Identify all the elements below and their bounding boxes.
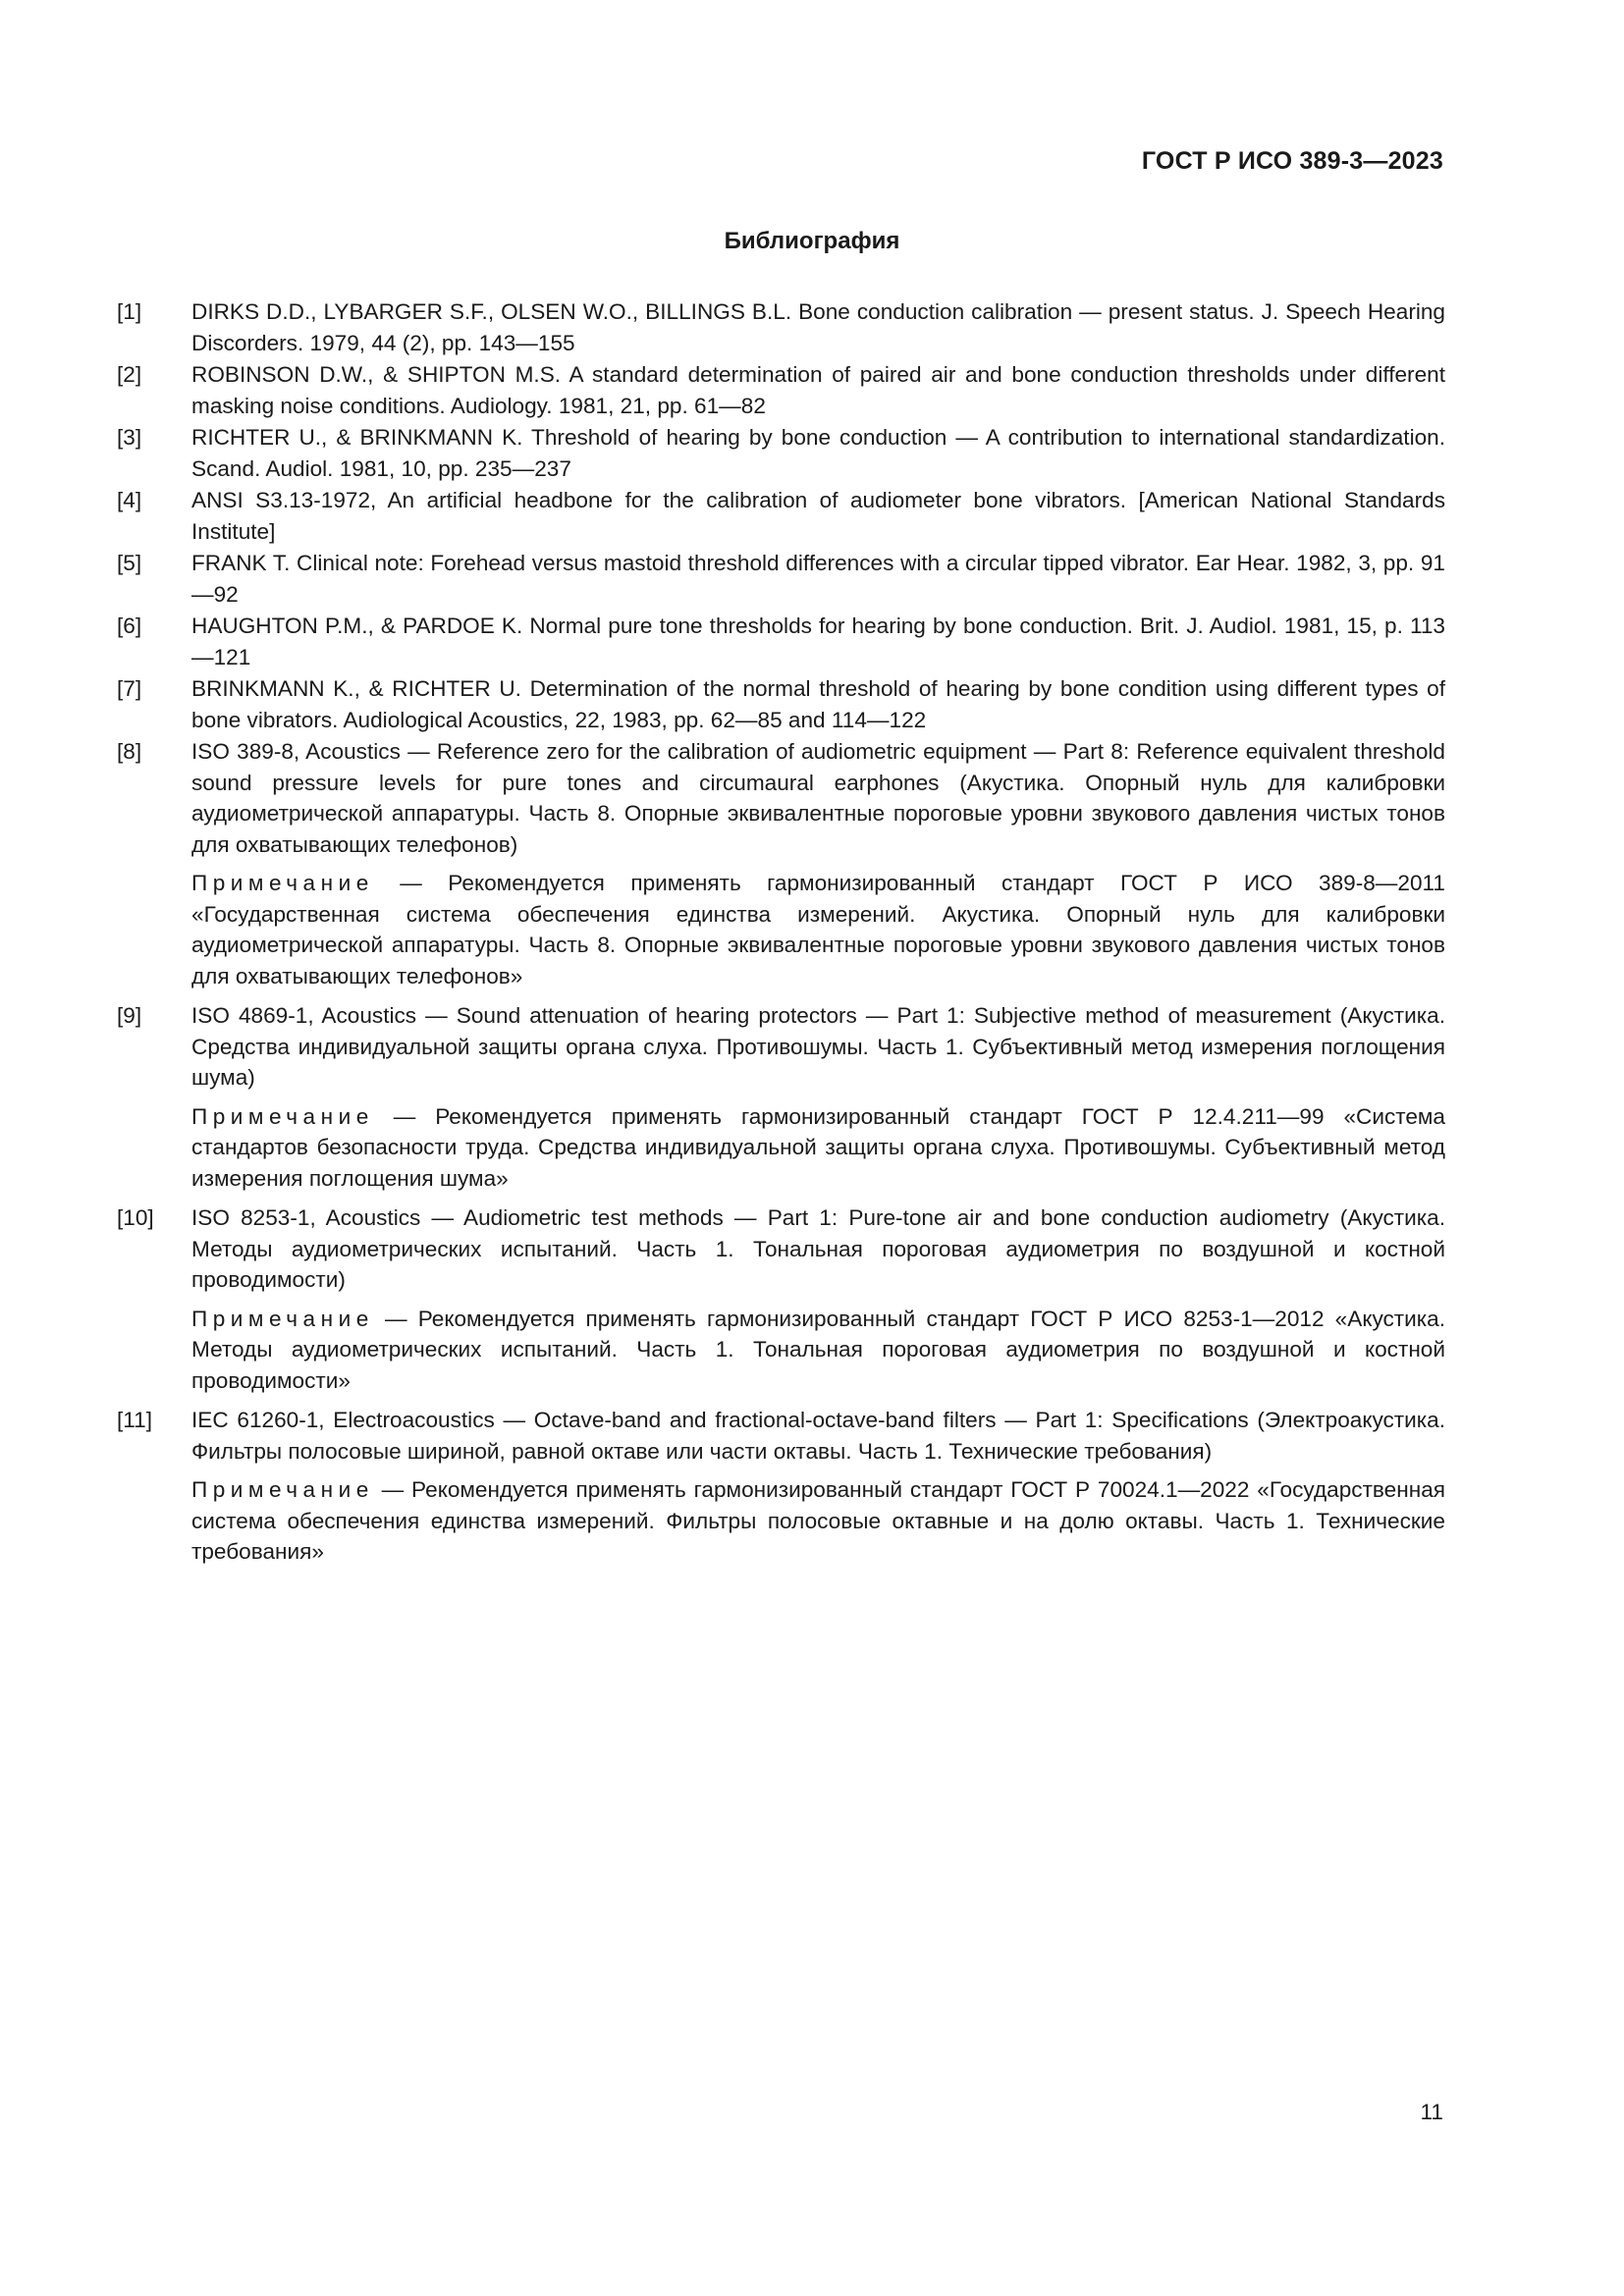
- bibliography-entry-7: [117, 673, 1445, 735]
- bibliography-entry-6: [117, 611, 1445, 672]
- entry-text: DIRKS D.D., LYBARGER S.F., OLSEN W.O., BILLINGS B.L. Bone conduction calibration — present status. J. Speech Hearing Discorders. 1979, 44 (2), pp. 143—155: [191, 299, 1445, 355]
- entry-text: ROBINSON D.W., & SHIPTON M.S. A standard determination of paired air and bone conduction thresholds under different masking noise conditions. Audiology. 1981, 21, pp. 61—82: [191, 362, 1445, 418]
- entry-number: [4]: [117, 488, 142, 512]
- bibliography-list: [117, 296, 1445, 1576]
- entry-text: RICHTER U., & BRINKMANN K. Threshold of hearing by bone conduction — A contribution to international standardization. Scand. Audiol. 1981, 10, pp. 235—237: [191, 425, 1445, 481]
- bibliography-entry-10: [117, 1202, 1445, 1296]
- bibliography-entry-4: [117, 485, 1445, 547]
- bibliography-entry-3: [117, 422, 1445, 484]
- document-code: ГОСТ Р ИСО 389-3—2023: [1141, 147, 1443, 175]
- entry-note-11: [191, 1474, 1445, 1568]
- entry-number: [3]: [117, 425, 142, 450]
- entry-text: IEC 61260-1, Electroacoustics — Octave-band and fractional-octave-band filters — Part 1: Specifications (Электроакустика. Фильтры полосовые шириной, равной октаве или части октавы. Часть 1. Технические требования): [191, 1408, 1445, 1464]
- entry-text: ISO 8253-1, Acoustics — Audiometric test methods — Part 1: Pure-tone air and bone conduction audiometry (Акустика. Методы аудиометрических испытаний. Часть 1. Тональная пороговая аудиометрия по воздушной и костной проводимости): [191, 1205, 1445, 1292]
- entry-number: [11]: [117, 1408, 153, 1432]
- note-text: — Рекомендуется применять гармонизированный стандарт ГОСТ Р ИСО 8253-1—2012 «Акустика. Методы аудиометрических испытаний. Часть 1. Тональная пороговая аудиометрия по воздушной и костной проводимости»: [191, 1306, 1445, 1393]
- entry-number: [6]: [117, 614, 142, 638]
- bibliography-entry-5: [117, 548, 1445, 610]
- bibliography-entry-9: [117, 1000, 1445, 1094]
- entry-number: [8]: [117, 739, 142, 764]
- entry-number: [5]: [117, 551, 142, 575]
- bibliography-entry-2: [117, 359, 1445, 421]
- entry-text: ISO 4869-1, Acoustics — Sound attenuation of hearing protectors — Part 1: Subjective method of measurement (Акустика. Средства индивидуальной защиты органа слуха. Противошумы. Часть 1. Субъективный метод измерения поглощения шума): [191, 1003, 1445, 1090]
- entry-number: [2]: [117, 362, 142, 387]
- note-text: — Рекомендуется применять гармонизированный стандарт ГОСТ Р 12.4.211—99 «Система стандартов безопасности труда. Средства индивидуальной защиты органа слуха. Противошумы. Субъективный метод измерения поглощения шума»: [191, 1103, 1445, 1191]
- section-title: Библиография: [724, 228, 900, 254]
- note-label: Примечание: [191, 871, 374, 895]
- page-number: 11: [1420, 2100, 1443, 2124]
- entry-text: ISO 389-8, Acoustics — Reference zero for the calibration of audiometric equipment — Part 8: Reference equivalent threshold sound pressure levels for pure tones and circumaural earphones (Акустика. Опорный нуль для калибровки аудиометрической аппаратуры. Часть 8. Опорные эквивалентные пороговые уровни звукового давления чистых тонов для охватывающих телефонов): [191, 739, 1445, 857]
- note-text: — Рекомендуется применять гармонизированный стандарт ГОСТ Р 70024.1—2022 «Государственная система обеспечения единства измерений. Фильтры полосовые октавные и на долю октавы. Часть 1. Технические требования»: [191, 1477, 1445, 1564]
- note-label: Примечание: [191, 1306, 374, 1331]
- entry-number: [7]: [117, 676, 142, 701]
- entry-number: [9]: [117, 1003, 142, 1028]
- entry-number: [10]: [117, 1205, 154, 1230]
- entry-text: BRINKMANN K., & RICHTER U. Determination of the normal threshold of hearing by bone condition using different types of bone vibrators. Audiological Acoustics, 22, 1983, pp. 62—85 and 114—122: [191, 676, 1445, 732]
- bibliography-entry-11: [117, 1405, 1445, 1467]
- entry-text: ANSI S3.13-1972, An artificial headbone for the calibration of audiometer bone vibrators. [American National Standards Institute]: [191, 488, 1445, 544]
- bibliography-entry-1: [117, 296, 1445, 358]
- entry-number: [1]: [117, 299, 142, 324]
- entry-note-8: [191, 868, 1445, 991]
- note-text: — Рекомендуется применять гармонизированный стандарт ГОСТ Р ИСО 389-8—2011 «Государственная система обеспечения единства измерений. Акустика. Опорный нуль для калибровки аудиометрической аппаратуры. Часть 8. Опорные эквивалентные пороговые уровни звукового давления чистых тонов для охватывающих телефонов»: [191, 871, 1445, 988]
- note-label: Примечание: [191, 1477, 374, 1502]
- bibliography-entry-8: [117, 736, 1445, 860]
- entry-note-10: [191, 1304, 1445, 1397]
- note-label: Примечание: [191, 1103, 374, 1129]
- entry-text: FRANK T. Clinical note: Forehead versus mastoid threshold differences with a circular tipped vibrator. Ear Hear. 1982, 3, pp. 91—92: [191, 551, 1445, 607]
- entry-note-9: [191, 1101, 1445, 1195]
- entry-text: HAUGHTON P.M., & PARDOE K. Normal pure tone thresholds for hearing by bone conduction. Brit. J. Audiol. 1981, 15, p. 113—121: [191, 614, 1445, 669]
